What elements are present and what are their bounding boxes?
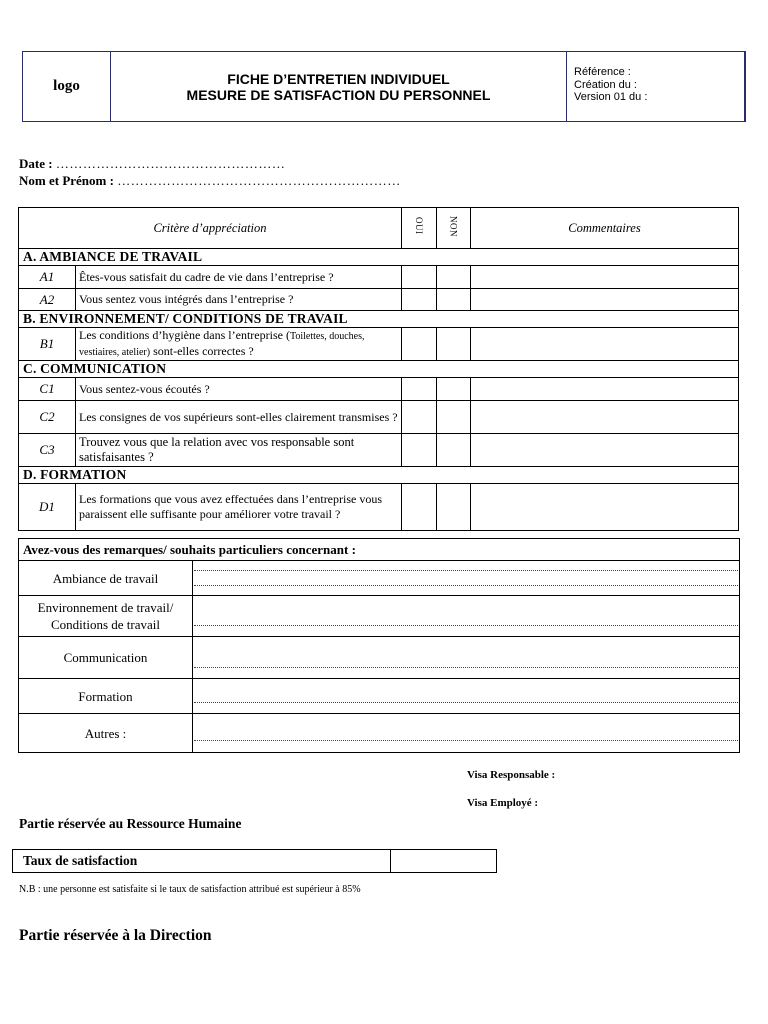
row-code: C1 — [19, 378, 76, 401]
remarks-heading-row — [19, 539, 740, 561]
non-cell[interactable] — [437, 484, 471, 531]
title-line-2: MESURE DE SATISFACTION DU PERSONNEL — [186, 86, 491, 103]
oui-header: OUI — [402, 208, 437, 249]
table-row — [19, 328, 739, 361]
remarks-input[interactable] — [193, 679, 740, 714]
satisfaction-table — [12, 849, 497, 873]
non-cell[interactable] — [437, 378, 471, 401]
row-code: B1 — [19, 328, 76, 361]
document-header — [22, 51, 746, 122]
row-code: A2 — [19, 289, 76, 311]
remarks-input[interactable] — [193, 561, 740, 596]
comment-cell[interactable] — [471, 289, 739, 311]
reference-label: Référence : — [574, 66, 631, 78]
oui-cell[interactable] — [402, 289, 437, 311]
remarks-row — [19, 561, 740, 596]
version-label: Version 01 du : — [574, 91, 648, 103]
row-question: Les formations que vous avez effectuées dans l’entreprise vous paraissent elle suffisante pour améliorer votre travail ? — [76, 484, 402, 531]
table-row — [19, 378, 739, 401]
remarks-row — [19, 596, 740, 637]
title-line-1: FICHE D’ENTRETIEN INDIVIDUEL — [227, 70, 450, 87]
row-code: C3 — [19, 434, 76, 467]
comment-cell[interactable] — [471, 434, 739, 467]
table-row — [19, 401, 739, 434]
remarks-row — [19, 637, 740, 679]
name-field — [19, 173, 401, 189]
table-row — [19, 484, 739, 531]
remarks-label: Environnement de travail/ Conditions de travail — [19, 596, 193, 637]
oui-cell[interactable] — [402, 401, 437, 434]
table-header-row — [19, 208, 739, 249]
nb-note: N.B : une personne est satisfaite si le taux de satisfaction attribué est supérieur à 85% — [19, 884, 361, 895]
non-header: NON — [437, 208, 471, 249]
comment-cell[interactable] — [471, 378, 739, 401]
comments-header: Commentaires — [471, 208, 739, 249]
rh-heading: Partie réservée au Ressource Humaine — [19, 816, 242, 831]
oui-cell[interactable] — [402, 378, 437, 401]
section-title: A. AMBIANCE DE TRAVAIL — [19, 249, 739, 266]
oui-cell[interactable] — [402, 484, 437, 531]
date-dots: …………………………………………… — [55, 156, 286, 171]
section-row — [19, 361, 739, 378]
row-code: D1 — [19, 484, 76, 531]
creation-label: Création du : — [574, 78, 637, 91]
row-question: Trouvez vous que la relation avec vos responsable sont satisfaisantes ? — [76, 434, 402, 467]
section-row — [19, 311, 739, 328]
row-question: Les consignes de vos supérieurs sont-elles clairement transmises ? — [76, 401, 402, 434]
table-row — [19, 434, 739, 467]
row-code: A1 — [19, 266, 76, 289]
remarks-label: Formation — [19, 679, 193, 714]
row-question: Les conditions d’hygiène dans l’entreprise (Toilettes, douches, vestiaires, atelier) sont-elles correctes ? — [76, 328, 402, 361]
non-cell[interactable] — [437, 289, 471, 311]
visa-responsable: Visa Responsable : — [467, 769, 556, 781]
row-question: Vous sentez-vous écoutés ? — [76, 378, 402, 401]
oui-cell[interactable] — [402, 328, 437, 361]
evaluation-table — [18, 207, 739, 531]
remarks-input[interactable] — [193, 637, 740, 679]
criteria-header: Critère d’appréciation — [19, 208, 402, 249]
section-row — [19, 249, 739, 266]
visa-employe: Visa Employé : — [467, 797, 539, 809]
date-field — [19, 156, 285, 172]
direction-heading: Partie réservée à la Direction — [19, 927, 212, 944]
logo-cell: logo — [23, 52, 111, 121]
section-title: C. COMMUNICATION — [19, 361, 739, 378]
date-label: Date : — [19, 156, 53, 171]
remarks-row — [19, 679, 740, 714]
table-row — [19, 289, 739, 311]
remarks-label: Ambiance de travail — [19, 561, 193, 596]
comment-cell[interactable] — [471, 484, 739, 531]
remarks-input[interactable] — [193, 596, 740, 637]
non-cell[interactable] — [437, 266, 471, 289]
oui-cell[interactable] — [402, 434, 437, 467]
remarks-heading: Avez-vous des remarques/ souhaits particuliers concernant : — [19, 539, 740, 561]
section-title: B. ENVIRONNEMENT/ CONDITIONS DE TRAVAIL — [19, 311, 739, 328]
section-title: D. FORMATION — [19, 467, 739, 484]
remarks-input[interactable] — [193, 714, 740, 753]
oui-cell[interactable] — [402, 266, 437, 289]
section-row — [19, 467, 739, 484]
table-row — [19, 266, 739, 289]
remarks-label: Communication — [19, 637, 193, 679]
name-label: Nom et Prénom : — [19, 173, 114, 188]
row-question: Vous sentez vous intégrés dans l’entreprise ? — [76, 289, 402, 311]
satisfaction-label: Taux de satisfaction — [13, 850, 391, 873]
satisfaction-value-cell[interactable] — [391, 850, 497, 873]
document-title — [111, 52, 567, 121]
non-cell[interactable] — [437, 328, 471, 361]
reference-block — [568, 52, 745, 121]
row-code: C2 — [19, 401, 76, 434]
row-question: Êtes-vous satisfait du cadre de vie dans l’entreprise ? — [76, 266, 402, 289]
non-cell[interactable] — [437, 434, 471, 467]
remarks-table — [18, 538, 740, 753]
remarks-row — [19, 714, 740, 753]
comment-cell[interactable] — [471, 266, 739, 289]
non-cell[interactable] — [437, 401, 471, 434]
name-dots: ……………………………………………………… — [117, 173, 401, 188]
comment-cell[interactable] — [471, 328, 739, 361]
remarks-label: Autres : — [19, 714, 193, 753]
comment-cell[interactable] — [471, 401, 739, 434]
